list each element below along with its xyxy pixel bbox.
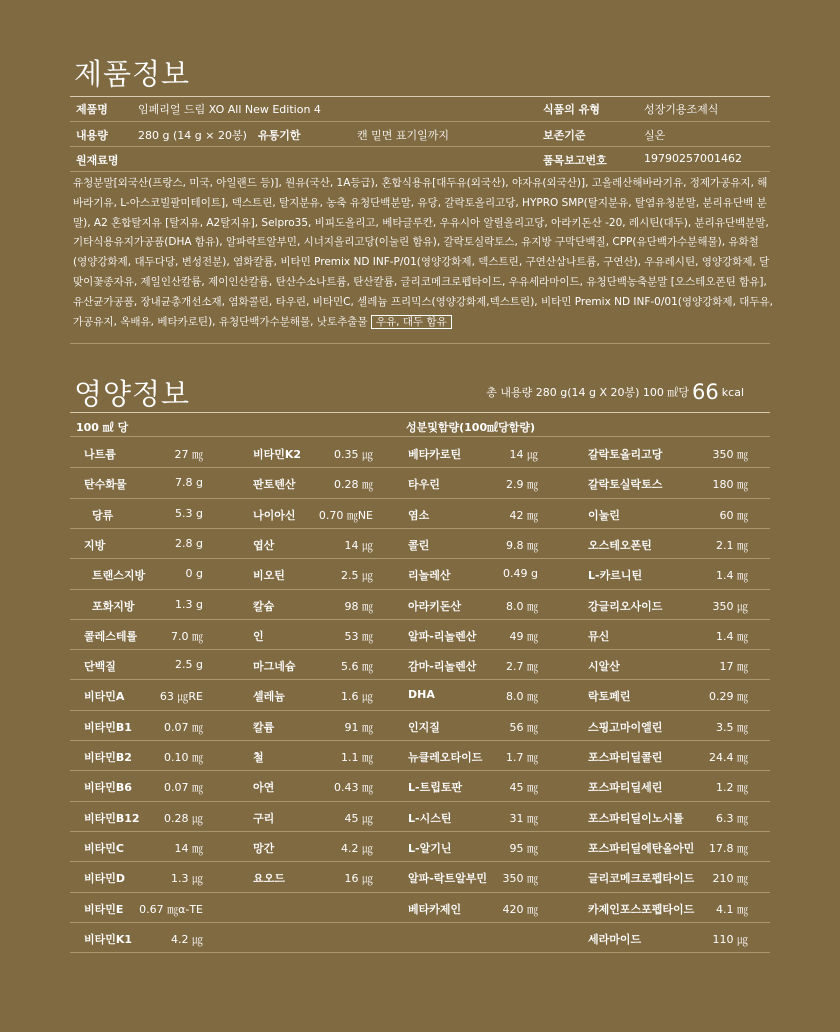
nutrient-amount: 60 ㎎ [719, 508, 748, 522]
nutrient-name: 철 [253, 751, 264, 764]
nutrient-amount: 17.8 ㎎ [709, 841, 748, 855]
nutrient-name: 포스파티딜이노시톨 [588, 811, 684, 825]
nutrient-name: L-시스틴 [408, 811, 452, 825]
nutrient-name: 포스파티딜에탄올아민 [588, 841, 695, 855]
nutrient-amount: 42 ㎎ [509, 508, 538, 522]
nutrient-amount: 56 ㎎ [509, 720, 538, 734]
nutrient-amount: 0.28 ㎎ [334, 478, 373, 492]
divider [70, 412, 770, 413]
product-info-title: 제품정보 [74, 57, 191, 91]
storage-label: 보존기준 [543, 129, 586, 142]
nutrient-name: 마그네슘 [253, 660, 296, 674]
nutrient-name: 인지질 [408, 720, 440, 734]
nutrient-amount: 2.7 ㎎ [506, 660, 538, 674]
nutrient-name: 비타민E [84, 902, 124, 916]
ingredients-list: 유청분말[외국산(프랑스, 미국, 아일랜드 등)], 원유(국산, 1A등급), 혼합식용유[대두유(외국산), 야자유(외국산)], 고올레산해바라기유, 정제가공유지, 해바라기유, L-아스코빌팔미테이트], 덱스트린, 탈지분유, 농축 유청단백분말, 유당, 갈락토올리고당, HYPRO SMP(탈지분유, 탈염유청분말, 분리유단백 분말), A2 혼합탈지유 [탈지유, A2탈지유], Selpro35, 비피도올리고, 베타글루칸, 우유시아 알릴올리고당, 아라키돈산 -20, 레시틴(대두), 분리유단백분말, 기타식용유지가공품(DHA 함유), 알파락트알부민, 시너지올리고당(이눌린 함유), 갈락토실락토스, 유지방 구막단백질, CPP(유단백가수분해물), 유화철(영양강화제, 대두다당, 변성전분), 염화칼륨, 비타민 Premix ND INF-P/01(영양강화제, 덱스트린, 구연산삼나트륨, 구연산), 우유레시틴, 영양강화제, 달맞이꽃종자유, 제일인산칼륨, 제이인산칼륨, 탄산수소나트륨, 탄산칼륨, 글리코메크로펩타이드, 우유세라마이드, 유청단백농축분말 [오스테오폰틴 함유], 유산균가공품, 장내균총개선소재, 염화콜린, 타우린, 비타민C, 셀레늄 프리믹스(영양강화제,덱스트린), 비타민 Premix ND INF-0/01(영양강화제, 대두유, 가공유지, 옥배유, 베타카로틴), 유청단백가수분해물, 낫토추출물 [73, 177, 774, 328]
divider [70, 498, 770, 499]
nutrient-name: 구리 [253, 811, 275, 825]
nutrient-name: 포스파티딜세린 [588, 781, 663, 795]
nutrient-amount: 1.7 ㎎ [506, 751, 538, 764]
nutrient-amount: 0.49 g [503, 567, 538, 581]
nutrient-amount: 14 ㎎ [174, 841, 203, 855]
divider [70, 558, 770, 559]
divider [70, 770, 770, 771]
nutrient-amount: 0.70 ㎎NE [318, 508, 373, 522]
nutrient-name: 콜레스테롤 [84, 629, 138, 643]
nutrient-amount: 95 ㎎ [509, 841, 538, 855]
nutrient-name: 당류 [92, 508, 114, 522]
nutrient-amount: 27 ㎎ [174, 448, 203, 461]
nutrient-amount: 180 ㎎ [712, 478, 748, 492]
divider [70, 96, 770, 97]
nutrient-amount: 7.8 g [175, 476, 203, 490]
nutrient-amount: 5.3 g [175, 506, 203, 520]
expiry-value: 캔 밑면 표기일까지 [357, 129, 450, 142]
kcal-unit: kcal [721, 386, 744, 399]
nutrient-name: 글리코메크로펩타이드 [588, 872, 695, 886]
nutrient-amount: 3.5 ㎎ [716, 720, 748, 734]
food-type-value: 성장기용조제식 [644, 103, 719, 116]
nutrient-name: 칼슘 [253, 599, 275, 613]
divider [70, 831, 770, 832]
nutrient-amount: 1.3 ㎍ [171, 872, 203, 886]
nutrient-name: 스핑고마이엘린 [588, 720, 663, 734]
nutrient-name: 비타민B1 [84, 720, 132, 734]
nutrient-name: 포스파티딜콜린 [588, 751, 663, 764]
components-header: 성분및함량(100㎖당함량) [406, 421, 536, 434]
nutrient-name: 포화지방 [92, 599, 135, 613]
storage-value: 실온 [644, 129, 666, 142]
nutrient-name: 탄수화물 [84, 478, 127, 492]
nutrient-name: 단백질 [84, 660, 116, 674]
nutrient-name: 비오틴 [253, 569, 285, 583]
nutrient-amount: 2.5 g [175, 658, 203, 672]
nutrient-name: 아라키돈산 [408, 599, 462, 613]
divider [70, 436, 770, 437]
nutrient-amount: 4.1 ㎎ [716, 902, 748, 916]
divider [70, 952, 770, 953]
nutrient-name: L-카르니틴 [588, 569, 643, 583]
nutrient-amount: 17 ㎎ [719, 660, 748, 674]
divider [70, 740, 770, 741]
divider [70, 679, 770, 680]
nutrient-amount: 9.8 ㎎ [506, 538, 538, 552]
nutrient-name: 비타민K2 [253, 448, 302, 461]
nutrient-amount: 0.67 ㎎α-TE [139, 902, 203, 916]
nutrient-name: 트랜스지방 [92, 569, 146, 583]
divider [70, 892, 770, 893]
nutrient-name: 갈락토실락토스 [588, 478, 663, 492]
nutrient-name: L-트립토판 [408, 781, 463, 795]
nutrient-name: 오스테오폰틴 [588, 538, 652, 552]
expiry-label: 유통기한 [258, 129, 301, 142]
nutrient-name: 지방 [84, 538, 106, 552]
nutrient-amount: 0.07 ㎎ [164, 781, 203, 795]
nutrient-name: 판토텐산 [253, 478, 296, 492]
nutrient-amount: 1.3 g [175, 597, 203, 611]
divider [70, 619, 770, 620]
nutrient-name: 인 [253, 629, 264, 643]
per-100ml-header: 100 ㎖ 당 [76, 421, 129, 434]
nutrient-amount: 350 ㎎ [502, 872, 538, 886]
nutrient-amount: 8.0 ㎎ [506, 690, 538, 704]
nutrient-amount: 8.0 ㎎ [506, 599, 538, 613]
nutrient-amount: 31 ㎎ [509, 811, 538, 825]
nutrient-name: 요오드 [253, 872, 285, 886]
nutrient-amount: 1.1 ㎎ [341, 751, 373, 764]
volume-value: 280 g (14 g × 20봉) [138, 129, 247, 142]
nutrient-name: 칼륨 [253, 720, 275, 734]
product-name-label: 제품명 [76, 103, 108, 116]
report-number-label: 품목보고번호 [543, 154, 607, 167]
nutrient-amount: 91 ㎎ [344, 720, 373, 734]
report-number-value: 19790257001462 [644, 152, 742, 165]
nutrient-amount: 0.10 ㎎ [164, 751, 203, 764]
divider [70, 528, 770, 529]
nutrient-amount: 110 ㎍ [712, 932, 748, 946]
nutrient-amount: 1.6 ㎍ [341, 690, 373, 704]
divider [70, 710, 770, 711]
nutrient-name: L-알기닌 [408, 841, 452, 855]
divider [70, 121, 770, 122]
nutrient-amount: 63 ㎍RE [159, 690, 203, 704]
nutrient-name: 알파-락트알부민 [408, 872, 487, 886]
nutrient-amount: 53 ㎎ [344, 629, 373, 643]
ingredients-label: 원재료명 [76, 154, 119, 167]
divider [70, 589, 770, 590]
divider [70, 343, 770, 344]
nutrient-name: 강글리오사이드 [588, 599, 663, 613]
nutrient-name: 비타민K1 [84, 932, 133, 946]
nutrient-amount: 4.2 ㎍ [171, 932, 203, 946]
nutrient-amount: 98 ㎎ [344, 599, 373, 613]
divider [70, 649, 770, 650]
nutrient-name: 비타민D [84, 872, 126, 886]
nutrient-name: 비타민A [84, 690, 125, 704]
nutrition-totals [486, 380, 744, 404]
nutrient-amount: 7.0 ㎎ [171, 629, 203, 643]
nutrient-name: 콜린 [408, 538, 430, 552]
allergy-badge: 우유, 대두 함유 [371, 315, 452, 329]
volume-label: 내용량 [76, 129, 108, 142]
nutrient-name: 뮤신 [588, 629, 610, 643]
nutrient-amount: 0.28 ㎍ [164, 811, 203, 825]
nutrient-amount: 0.43 ㎎ [334, 781, 373, 795]
divider [70, 146, 770, 147]
nutrient-amount: 45 ㎎ [509, 781, 538, 795]
nutrient-name: 아연 [253, 781, 275, 795]
nutrient-name: 세라마이드 [588, 932, 642, 946]
nutrient-name: 비타민B2 [84, 751, 132, 764]
product-name-value: 임페리얼 드림 XO All New Edition 4 [138, 103, 321, 116]
nutrient-name: 갈락토올리고당 [588, 448, 663, 461]
divider [70, 171, 770, 172]
nutrient-amount: 350 ㎍ [712, 599, 748, 613]
nutrient-name: 카제인포스포펩타이드 [588, 902, 695, 916]
nutrient-name: 망간 [253, 841, 275, 855]
nutrient-amount: 6.3 ㎎ [716, 811, 748, 825]
nutrient-amount: 1.4 ㎎ [716, 629, 748, 643]
nutrient-name: 베타카제인 [408, 902, 462, 916]
nutrient-name: 타우린 [408, 478, 440, 492]
nutrient-amount: 14 ㎍ [344, 538, 373, 552]
divider [70, 467, 770, 468]
nutrient-amount: 2.9 ㎎ [506, 478, 538, 492]
nutrient-amount: 24.4 ㎎ [709, 751, 748, 764]
nutrient-amount: 1.4 ㎎ [716, 569, 748, 583]
nutrient-amount: 4.2 ㎍ [341, 841, 373, 855]
nutrient-amount: 350 ㎎ [712, 448, 748, 461]
nutrient-amount: 16 ㎍ [344, 872, 373, 886]
nutrient-amount: 2.8 g [175, 536, 203, 550]
nutrient-amount: 2.1 ㎎ [716, 538, 748, 552]
nutrient-name: 리놀레산 [408, 569, 451, 583]
nutrient-amount: 0 g [185, 567, 203, 581]
nutrient-amount: 420 ㎎ [502, 902, 538, 916]
nutrient-amount: 0.07 ㎎ [164, 720, 203, 734]
nutrient-amount: 210 ㎎ [712, 872, 748, 886]
nutrient-name: 비타민B6 [84, 781, 132, 795]
nutrient-amount: 14 ㎍ [509, 448, 538, 461]
nutrient-name: 비타민C [84, 841, 124, 855]
nutrient-amount: 1.2 ㎎ [716, 781, 748, 795]
totals-text: 총 내용량 280 g(14 g X 20봉) 100 ㎖당 [486, 386, 690, 399]
nutrient-amount: 0.35 ㎍ [334, 448, 373, 461]
nutrient-name: 셀레늄 [253, 690, 285, 704]
nutrient-name: 시알산 [588, 660, 620, 674]
divider [70, 801, 770, 802]
nutrient-amount: 49 ㎎ [509, 629, 538, 643]
nutrient-name: 이눌린 [588, 508, 620, 522]
nutrient-name: 뉴클레오타이드 [408, 751, 483, 764]
nutrient-name: DHA [408, 688, 435, 702]
nutrient-name: 엽산 [253, 538, 275, 552]
kcal-value: 66 [692, 380, 719, 404]
nutrient-amount: 45 ㎍ [344, 811, 373, 825]
nutrient-name: 베타카로틴 [408, 448, 462, 461]
nutrient-name: 락토페린 [588, 690, 631, 704]
nutrient-amount: 5.6 ㎎ [341, 660, 373, 674]
food-type-label: 식품의 유형 [543, 103, 600, 116]
nutrient-name: 비타민B12 [84, 811, 140, 825]
divider [70, 922, 770, 923]
nutrient-amount: 0.29 ㎎ [709, 690, 748, 704]
nutrient-name: 나이아신 [253, 508, 296, 522]
nutrient-name: 나트륨 [84, 448, 116, 461]
nutrition-title: 영양정보 [74, 377, 191, 411]
nutrient-name: 감마-리놀렌산 [408, 660, 477, 674]
nutrient-name: 알파-리놀렌산 [408, 629, 477, 643]
nutrient-name: 염소 [408, 508, 430, 522]
nutrient-amount: 2.5 ㎍ [341, 569, 373, 583]
ingredients-text [73, 174, 773, 332]
divider [70, 861, 770, 862]
